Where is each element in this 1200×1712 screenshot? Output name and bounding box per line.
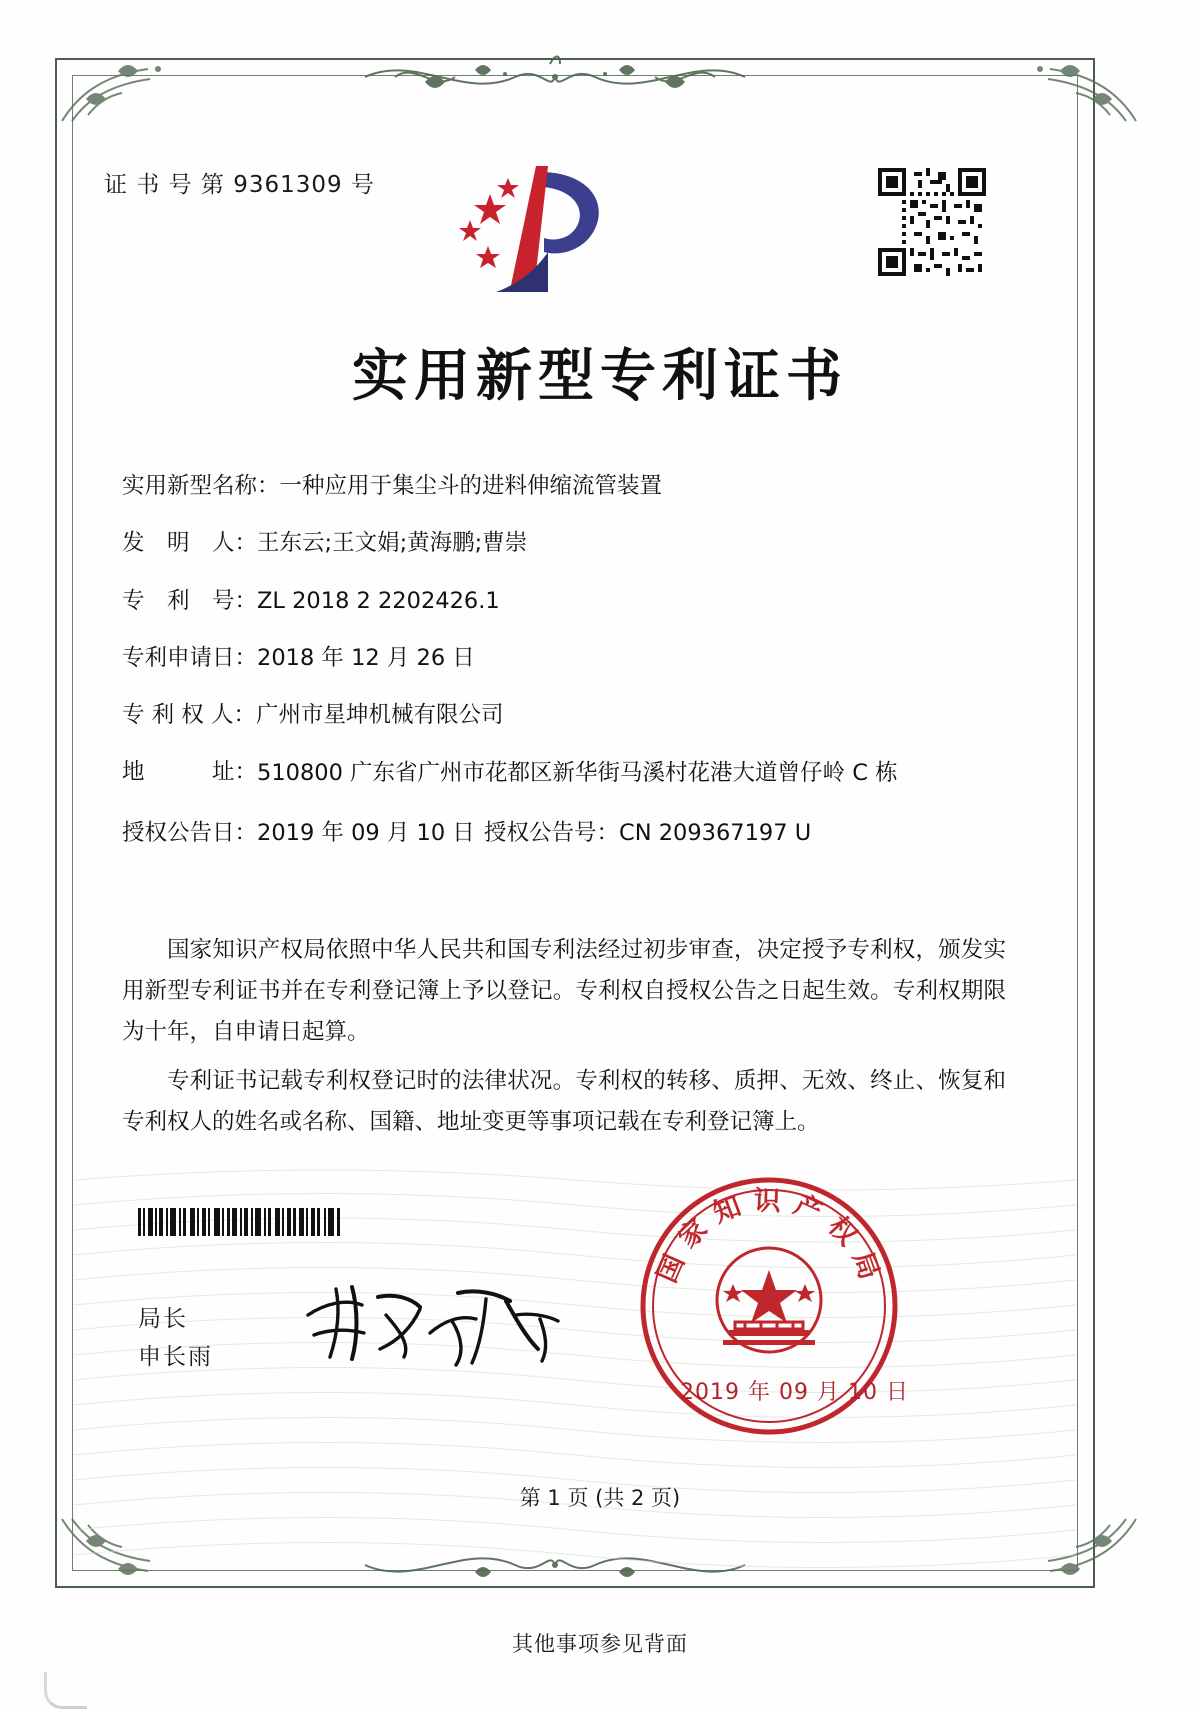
- certificate-number: 证 书 号 第 9361309 号: [104, 172, 375, 198]
- field-value: 2019 年 09 月 10 日: [257, 819, 475, 846]
- field-label: 专利申请日：: [122, 644, 258, 671]
- qr-code-icon: [878, 168, 986, 276]
- field-value: 510800 广东省广州市花都区新华街马溪村花港大道曾仔岭 C 栋: [257, 760, 898, 787]
- page-indicator: 第 1 页 (共 2 页): [519, 1486, 681, 1510]
- scan-edge-artifact: [44, 1672, 87, 1709]
- field-value: CN 209367197 U: [619, 819, 812, 846]
- field-value: 2018 年 12 月 26 日: [257, 644, 475, 671]
- field-value: ZL 2018 2 2202426.1: [257, 587, 500, 614]
- field-value: 王东云;王文娟;黄海鹏;曹崇: [257, 530, 528, 557]
- field-application-date: [122, 642, 1002, 676]
- seal-date: 2019 年 09 月 10 日: [680, 1380, 909, 1405]
- field-inventors: [122, 527, 1002, 561]
- field-utility-model-name: [122, 470, 1002, 504]
- field-label: 授权公告日：: [122, 819, 258, 846]
- field-label: 专 利 权 人：: [122, 702, 256, 728]
- field-value: 一种应用于集尘斗的进料伸缩流管装置: [279, 473, 663, 499]
- certificate-fields: [122, 470, 1002, 863]
- field-patent-number: [122, 585, 1002, 619]
- signature-block: [138, 1300, 213, 1376]
- field-grant-date: [122, 815, 484, 847]
- legal-paragraph-1: 国家知识产权局依照中华人民共和国专利法经过初步审查，决定授予专利权，颁发实用新型专利证书并在专利登记簿上予以登记。专利权自授权公告之日起生效。专利权期限为十年，自申请日起算。: [122, 937, 1006, 1045]
- field-label: 实用新型名称：: [122, 473, 280, 499]
- field-address: [122, 756, 1002, 791]
- field-value: 广州市星坤机械有限公司: [255, 702, 504, 728]
- page-title: 实用新型专利证书: [352, 344, 848, 409]
- cnipa-logo-icon: [452, 160, 652, 305]
- signature-role-label: 局长: [138, 1306, 188, 1332]
- legal-paragraph-2: 专利证书记载专利权登记时的法律状况。专利权的转移、质押、无效、终止、恢复和专利权人的姓名或名称、国籍、地址变更等事项记载在专利登记簿上。: [122, 1068, 1006, 1135]
- corner-ornament-top-right-icon: [1020, 55, 1140, 125]
- field-grant-number: [484, 815, 811, 847]
- top-flourish-ornament-icon: [355, 52, 755, 102]
- svg-text:国家知识产权局: 国家知识产权局: [651, 1185, 889, 1294]
- field-patentee: [122, 699, 1002, 733]
- handwritten-signature-icon: [300, 1275, 580, 1370]
- legal-text: [122, 930, 1006, 1151]
- field-label: 授权公告号：: [484, 819, 620, 846]
- barcode-icon: [138, 1208, 423, 1236]
- field-grant-row: [122, 815, 1002, 847]
- field-label: 地 址：: [122, 759, 258, 786]
- corner-ornament-top-left-icon: [58, 55, 178, 125]
- field-label: 发 明 人：: [122, 530, 258, 557]
- back-side-note: 其他事项参见背面: [512, 1632, 688, 1656]
- field-label: 专 利 号：: [122, 587, 258, 614]
- signature-name-label: 申长雨: [138, 1344, 213, 1370]
